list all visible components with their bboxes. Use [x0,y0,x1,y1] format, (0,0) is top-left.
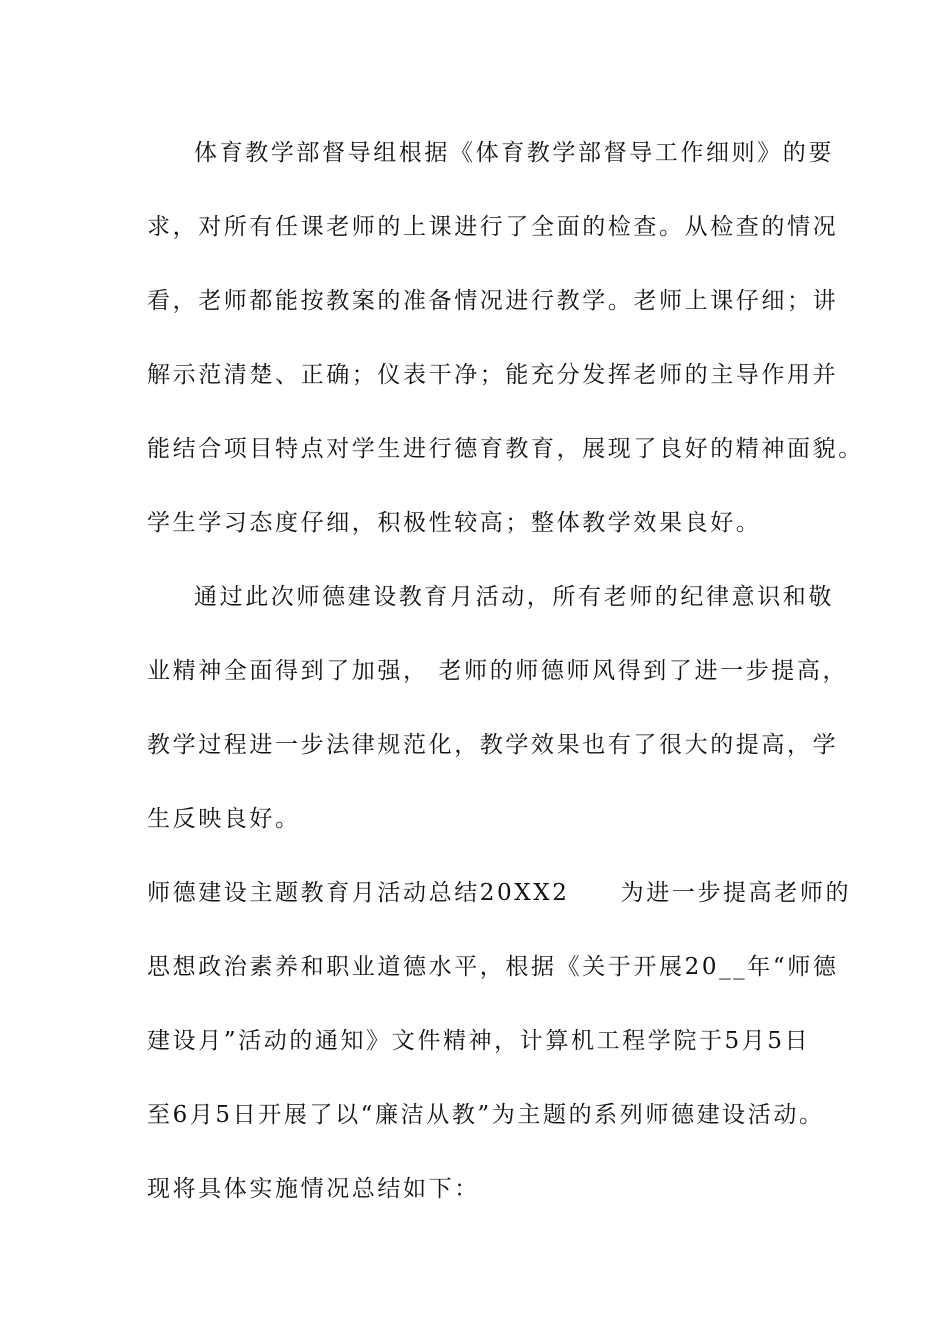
paragraph-3-line-4: 至6月5日开展了以“廉洁从教”为主题的系列师德建设活动。 [147,1102,825,1128]
paragraph-1-line-4: 解示范清楚、正确；仪表干净；能充分发挥老师的主导作用并 [147,362,839,388]
paragraph-1-line-3: 看，老师都能按教案的准备情况进行教学。老师上课仔细；讲 [147,288,839,314]
paragraph-1-line-1: 体育教学部督导组根据《体育教学部督导工作细则》的要 [194,140,834,166]
paragraph-3-line-1: 师德建设主题教育月活动总结20XX2 为进一步提高老师的 [147,880,852,906]
paragraph-1-line-5: 能结合项目特点对学生进行德育教育，展现了良好的精神面貌。 [147,436,864,462]
paragraph-2-line-4: 生反映良好。 [147,806,301,832]
paragraph-3-line-2: 思想政治素养和职业道德水平，根据《关于开展20__年“师德 [147,954,839,980]
paragraph-2-line-3: 教学过程进一步法律规范化，教学效果也有了很大的提高，学 [147,732,839,758]
paragraph-3-line-5: 现将具体实施情况总结如下： [147,1176,480,1202]
paragraph-1-line-2: 求，对所有任课老师的上课进行了全面的检查。从检查的情况 [147,214,839,240]
paragraph-2-line-1: 通过此次师德建设教育月活动，所有老师的纪律意识和敬 [194,584,834,610]
paragraph-2-line-2: 业精神全面得到了加强， 老师的师德师风得到了进一步提高， [147,658,849,684]
paragraph-3-line-3: 建设月”活动的通知》文件精神，计算机工程学院于5月5日 [147,1028,811,1054]
paragraph-1-line-6: 学生学习态度仔细，积极性较高；整体教学效果良好。 [147,510,762,536]
